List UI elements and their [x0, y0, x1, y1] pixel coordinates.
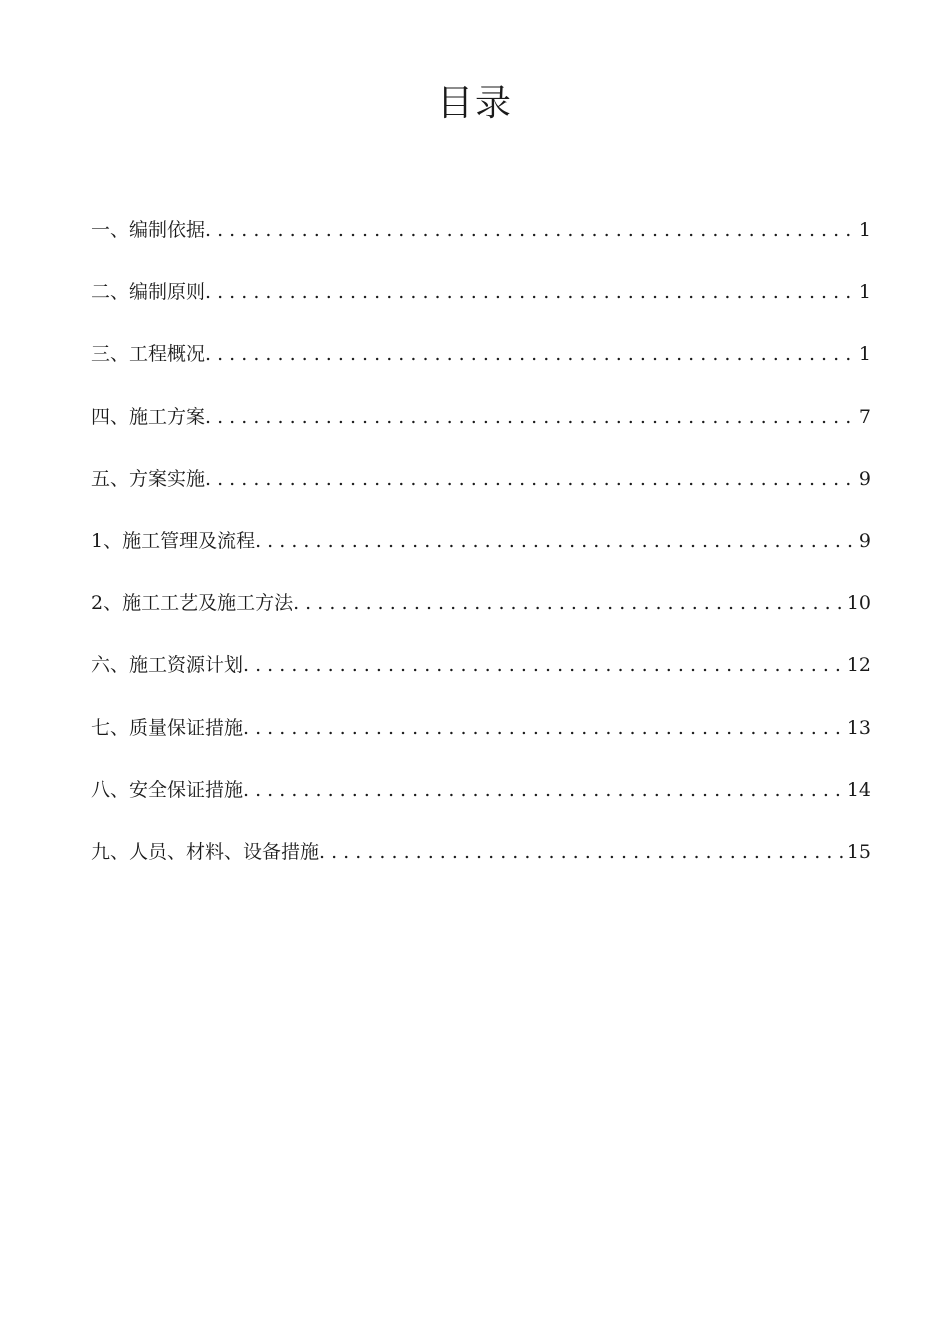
toc-entry-label: 四、施工方案 — [91, 405, 206, 428]
toc-entry[interactable] — [91, 645, 871, 707]
toc-entry[interactable] — [91, 832, 871, 894]
toc-leader-dots — [255, 521, 857, 561]
toc-leader-dots — [205, 334, 857, 374]
toc-entry-label: 2、施工工艺及施工方法 — [91, 592, 294, 615]
toc-entry-page: 9 — [858, 467, 871, 490]
toc-entry-label: 九、人员、材料、设备措施 — [91, 840, 320, 863]
toc-leader-dots — [319, 832, 845, 872]
toc-entry[interactable] — [91, 459, 871, 521]
toc-entry[interactable] — [91, 334, 871, 396]
toc-entry-label: 一、编制依据 — [91, 219, 206, 241]
toc-entry-label: 七、质量保证措施 — [91, 716, 244, 739]
toc-entry[interactable] — [91, 210, 871, 272]
toc-leader-dots — [205, 459, 857, 499]
toc-entry-page: 9 — [858, 529, 871, 552]
toc-entry-label: 三、工程概况 — [91, 343, 206, 366]
toc-entry-page: 1 — [858, 343, 871, 366]
table-of-contents — [91, 210, 871, 894]
toc-leader-dots — [243, 770, 845, 810]
toc-entry-label: 五、方案实施 — [91, 467, 206, 490]
toc-entry-label: 1、施工管理及流程 — [91, 529, 256, 552]
toc-entry-page: 14 — [846, 778, 871, 801]
toc-entry[interactable] — [91, 708, 871, 770]
page-title: 目录 — [436, 83, 513, 124]
toc-entry-page: 7 — [858, 405, 871, 428]
toc-entry-label: 八、安全保证措施 — [91, 778, 244, 801]
toc-leader-dots — [243, 708, 845, 748]
toc-leader-dots — [205, 272, 857, 312]
toc-leader-dots — [205, 210, 857, 250]
toc-leader-dots — [205, 397, 857, 437]
toc-entry[interactable] — [91, 770, 871, 832]
toc-entry[interactable] — [91, 397, 871, 459]
toc-entry[interactable] — [91, 583, 871, 645]
toc-leader-dots — [293, 583, 845, 623]
toc-entry-page: 10 — [846, 592, 871, 615]
toc-entry[interactable] — [91, 272, 871, 334]
toc-entry-label: 六、施工资源计划 — [91, 654, 244, 677]
toc-entry-page: 1 — [858, 219, 871, 241]
toc-leader-dots — [243, 645, 845, 685]
toc-entry-page: 13 — [846, 716, 871, 739]
toc-entry-page: 1 — [858, 281, 871, 304]
toc-entry-page: 12 — [846, 654, 871, 677]
toc-entry[interactable] — [91, 521, 871, 583]
toc-entry-page: 15 — [846, 840, 871, 863]
toc-entry-label: 二、编制原则 — [91, 281, 206, 304]
